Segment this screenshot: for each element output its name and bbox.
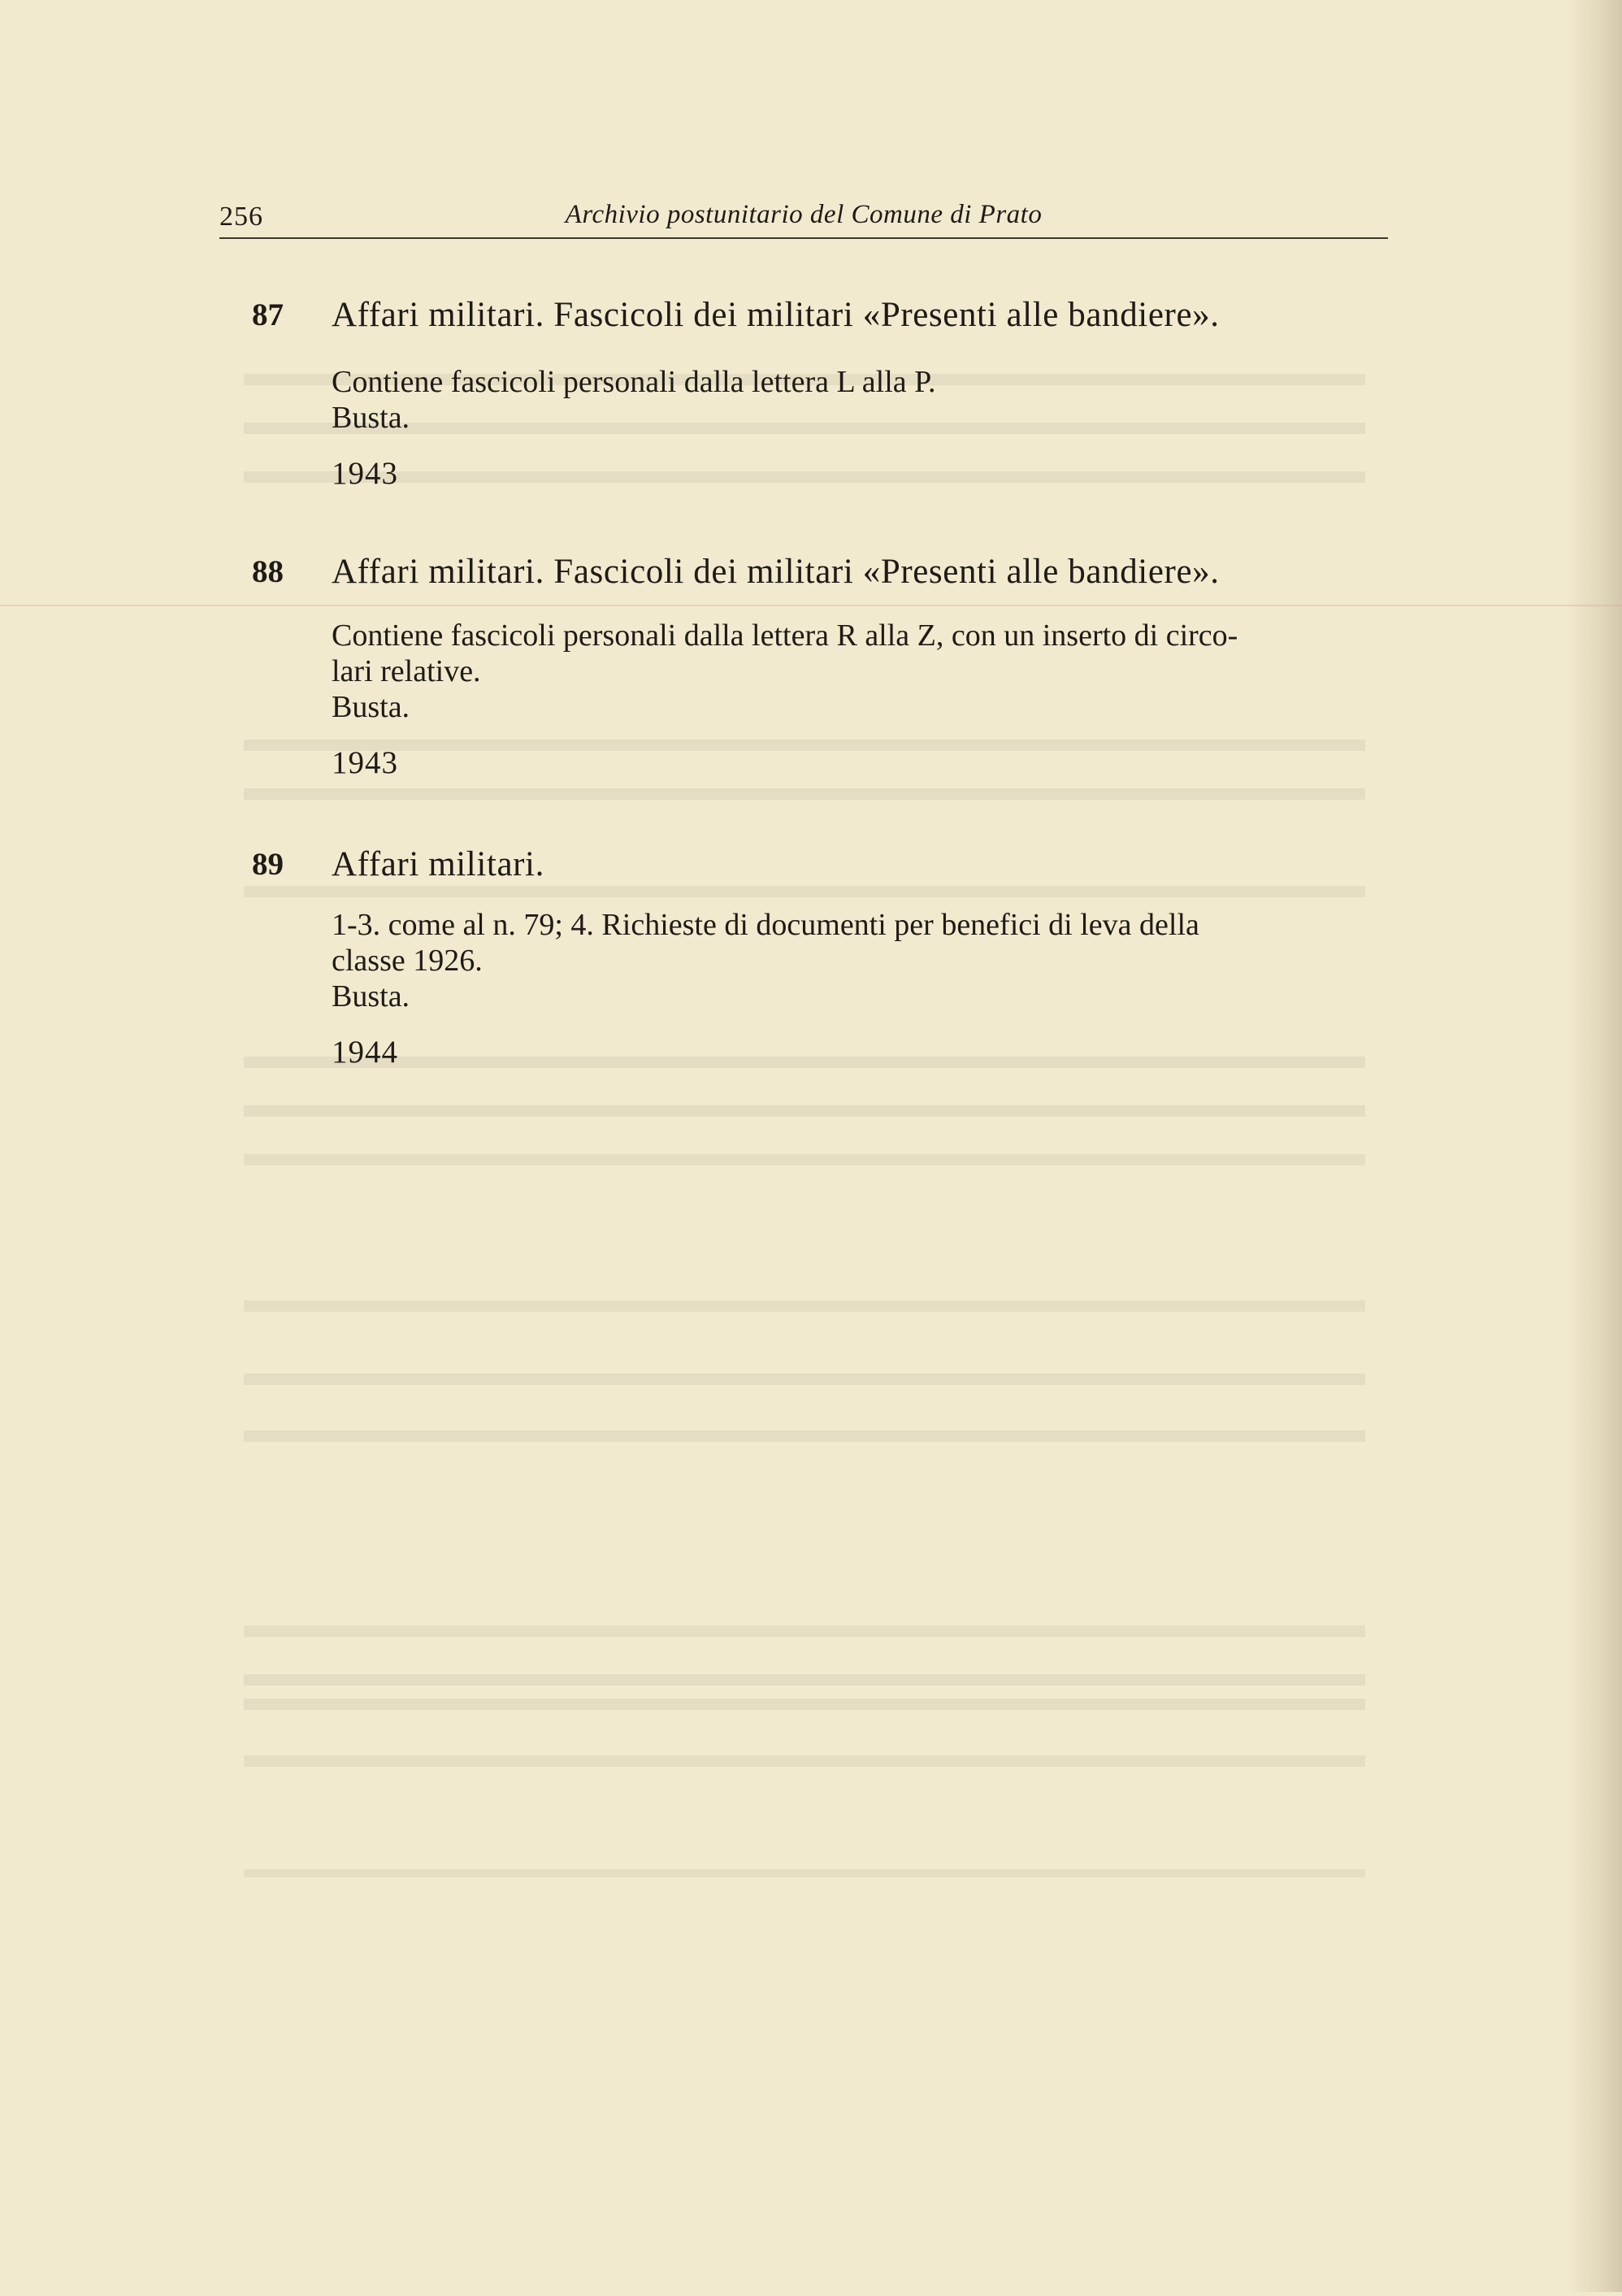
- archive-entry: [252, 553, 1406, 796]
- entry-description: [332, 364, 1404, 436]
- entry-line: Busta.: [332, 401, 410, 435]
- entry-title: Affari militari. Fascicoli dei militari «Presenti alle bandiere».: [332, 553, 1220, 591]
- entry-number: 88: [252, 554, 284, 589]
- entry-description: [332, 618, 1404, 725]
- entry-number: 87: [252, 297, 284, 332]
- entry-line: classe 1926.: [332, 944, 483, 978]
- entry-year: 1944: [332, 1035, 398, 1070]
- entry-line: Busta.: [332, 690, 410, 724]
- running-title: Archivio postunitario del Comune di Prato: [565, 200, 1043, 229]
- entry-year: 1943: [332, 456, 398, 491]
- archive-entry: [252, 296, 1406, 540]
- entry-description: [332, 907, 1404, 1014]
- entry-number: 89: [252, 847, 284, 882]
- entry-line: lari relative.: [332, 654, 481, 688]
- entry-title: Affari militari. Fascicoli dei militari «Presenti alle bandiere».: [332, 296, 1220, 334]
- entry-line: 1-3. come al n. 79; 4. Richieste di documenti per benefici di leva della: [332, 908, 1199, 942]
- entry-line: Busta.: [332, 979, 410, 1013]
- entry-year: 1943: [332, 745, 398, 780]
- running-header: [219, 197, 1388, 239]
- entry-line: Contiene fascicoli personali dalla lettera R alla Z, con un inserto di circo-: [332, 618, 1238, 653]
- entry-title: Affari militari.: [332, 845, 544, 883]
- page-number: 256: [219, 202, 263, 232]
- archive-entry: [252, 845, 1406, 1089]
- entry-line: Contiene fascicoli personali dalla lettera L alla P.: [332, 365, 936, 399]
